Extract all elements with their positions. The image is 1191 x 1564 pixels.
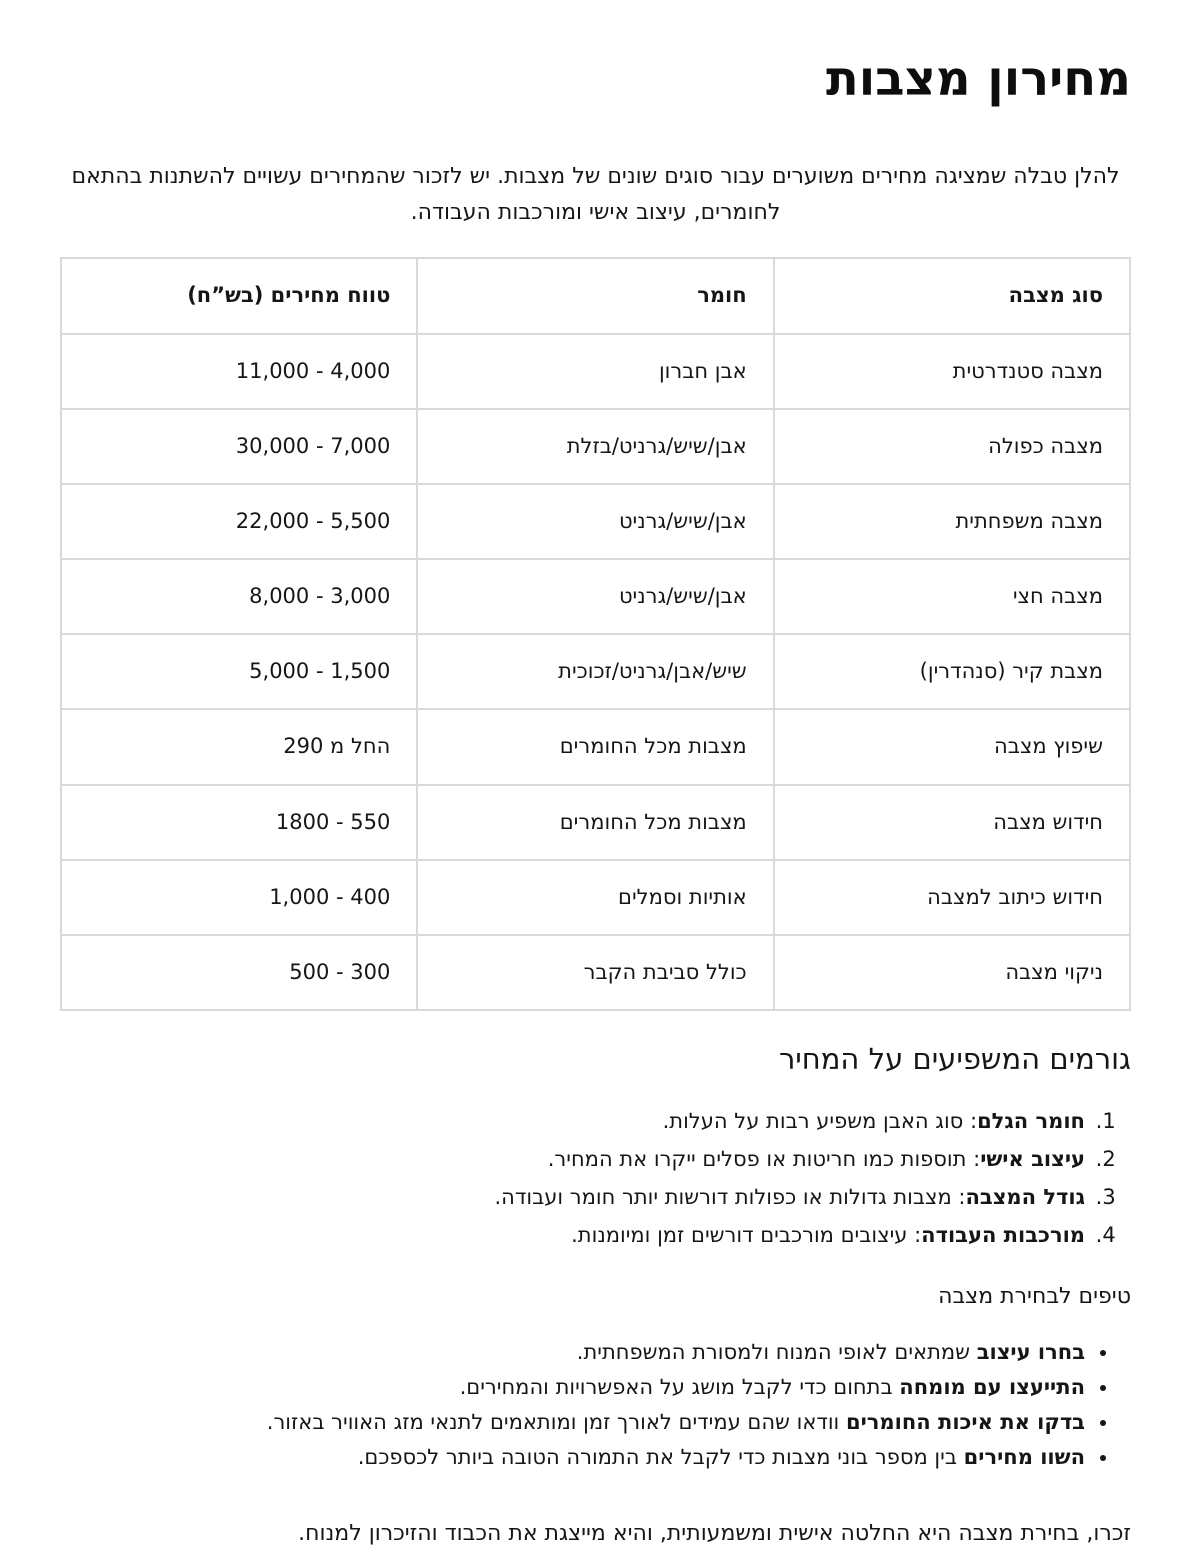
table-row — [61, 559, 1130, 634]
factor-item-text: : סוג האבן משפיע רבות על העלות. — [662, 1109, 978, 1134]
column-header-price-range: טווח מחירים (בש”ח) — [61, 258, 417, 333]
factor-item — [60, 1103, 1089, 1141]
price-cell: 400 - 1,000 — [61, 860, 417, 935]
type-cell: חידוש כיתוב למצבה — [774, 860, 1130, 935]
price-cell: 4,000 - 11,000 — [61, 334, 417, 409]
factors-heading: גורמים המשפיעים על המחיר — [778, 1042, 1131, 1077]
price-cell: 550 - 1800 — [61, 785, 417, 860]
price-cell: 300 - 500 — [61, 935, 417, 1010]
table-row — [61, 785, 1130, 860]
factor-item — [60, 1141, 1089, 1179]
type-cell: מצבה חצי — [774, 559, 1130, 634]
tip-item-text: שמתאים לאופי המנוח ולמסורת המשפחתית. — [576, 1340, 977, 1365]
table-row — [61, 709, 1130, 784]
factor-item — [60, 1217, 1089, 1255]
price-cell: החל מ 290 — [61, 709, 417, 784]
intro-paragraph: להלן טבלה שמציגה מחירים משוערים עבור סוגים שונים של מצבות. יש לזכור שהמחירים עשויים להשתנות בהתאם לחומרים, עיצוב אישי ומורכבות העבודה. — [71, 164, 1120, 226]
price-table — [60, 257, 1131, 1011]
material-cell: אבן/שיש/גרניט — [417, 559, 773, 634]
table-row — [61, 334, 1130, 409]
material-cell: כולל סביבת הקבר — [417, 935, 773, 1010]
factor-term: חומר הגלם — [977, 1109, 1085, 1134]
material-cell: שיש/אבן/גרניט/זכוכית — [417, 634, 773, 709]
material-cell: אבן/שיש/גרניט/בזלת — [417, 409, 773, 484]
tip-item — [60, 1440, 1087, 1475]
factor-item-text: : מצבות גדולות או כפולות דורשות יותר חומר ועבודה. — [494, 1185, 966, 1210]
table-row — [61, 484, 1130, 559]
factor-term: עיצוב אישי — [980, 1147, 1085, 1172]
tip-item-text: בתחום כדי לקבל מושג על האפשרויות והמחירים. — [459, 1375, 900, 1400]
tips-heading: טיפים לבחירת מצבה — [938, 1283, 1131, 1309]
factor-term: גודל המצבה — [965, 1185, 1085, 1210]
material-cell: מצבות מכל החומרים — [417, 785, 773, 860]
tip-term: התייעצו עם מומחה — [899, 1375, 1085, 1400]
table-row — [61, 935, 1130, 1010]
type-cell: מצבה משפחתית — [774, 484, 1130, 559]
table-row — [61, 634, 1130, 709]
type-cell: שיפוץ מצבה — [774, 709, 1130, 784]
page-title: מחירון מצבות — [825, 51, 1131, 107]
factor-term: מורכבות העבודה — [921, 1222, 1085, 1247]
type-cell: חידוש מצבה — [774, 785, 1130, 860]
price-table-body — [61, 334, 1130, 1011]
tip-term: בחרו עיצוב — [976, 1340, 1085, 1365]
table-row — [61, 860, 1130, 935]
type-cell: מצבת קיר (סנהדרין) — [774, 634, 1130, 709]
tip-term: השוו מחירים — [963, 1445, 1085, 1470]
column-header-material: חומר — [417, 258, 773, 333]
price-cell: 7,000 - 30,000 — [61, 409, 417, 484]
closing-paragraph: זכרו, בחירת מצבה היא החלטה אישית ומשמעותית, והיא מייצגת את הכבוד והזיכרון למנוח. — [298, 1520, 1131, 1546]
factor-item — [60, 1179, 1089, 1217]
factors-list — [60, 1103, 1131, 1254]
price-cell: 3,000 - 8,000 — [61, 559, 417, 634]
price-cell: 1,500 - 5,000 — [61, 634, 417, 709]
price-cell: 5,500 - 22,000 — [61, 484, 417, 559]
material-cell: אבן/שיש/גרניט — [417, 484, 773, 559]
tip-item — [60, 1335, 1087, 1370]
factor-item-text: : תוספות כמו חריטות או פסלים ייקרו את המחיר. — [547, 1147, 981, 1172]
type-cell: ניקוי מצבה — [774, 935, 1130, 1010]
table-row — [61, 409, 1130, 484]
table-header-row — [61, 258, 1130, 333]
type-cell: מצבה סטנדרטית — [774, 334, 1130, 409]
column-header-type: סוג מצבה — [774, 258, 1130, 333]
tip-item-text: וודאו שהם עמידים לאורך זמן ומותאמים לתנאי מזג האוויר באזור. — [266, 1410, 846, 1435]
material-cell: אבן חברון — [417, 334, 773, 409]
material-cell: מצבות מכל החומרים — [417, 709, 773, 784]
tip-item — [60, 1405, 1087, 1440]
tip-item-text: בין מספר בוני מצבות כדי לקבל את התמורה הטובה ביותר לכספכם. — [357, 1445, 964, 1470]
factor-item-text: : עיצובים מורכבים דורשים זמן ומיומנות. — [571, 1222, 922, 1247]
material-cell: אותיות וסמלים — [417, 860, 773, 935]
tips-list — [60, 1335, 1131, 1475]
tip-item — [60, 1370, 1087, 1405]
type-cell: מצבה כפולה — [774, 409, 1130, 484]
tip-term: בדקו את איכות החומרים — [845, 1410, 1085, 1435]
